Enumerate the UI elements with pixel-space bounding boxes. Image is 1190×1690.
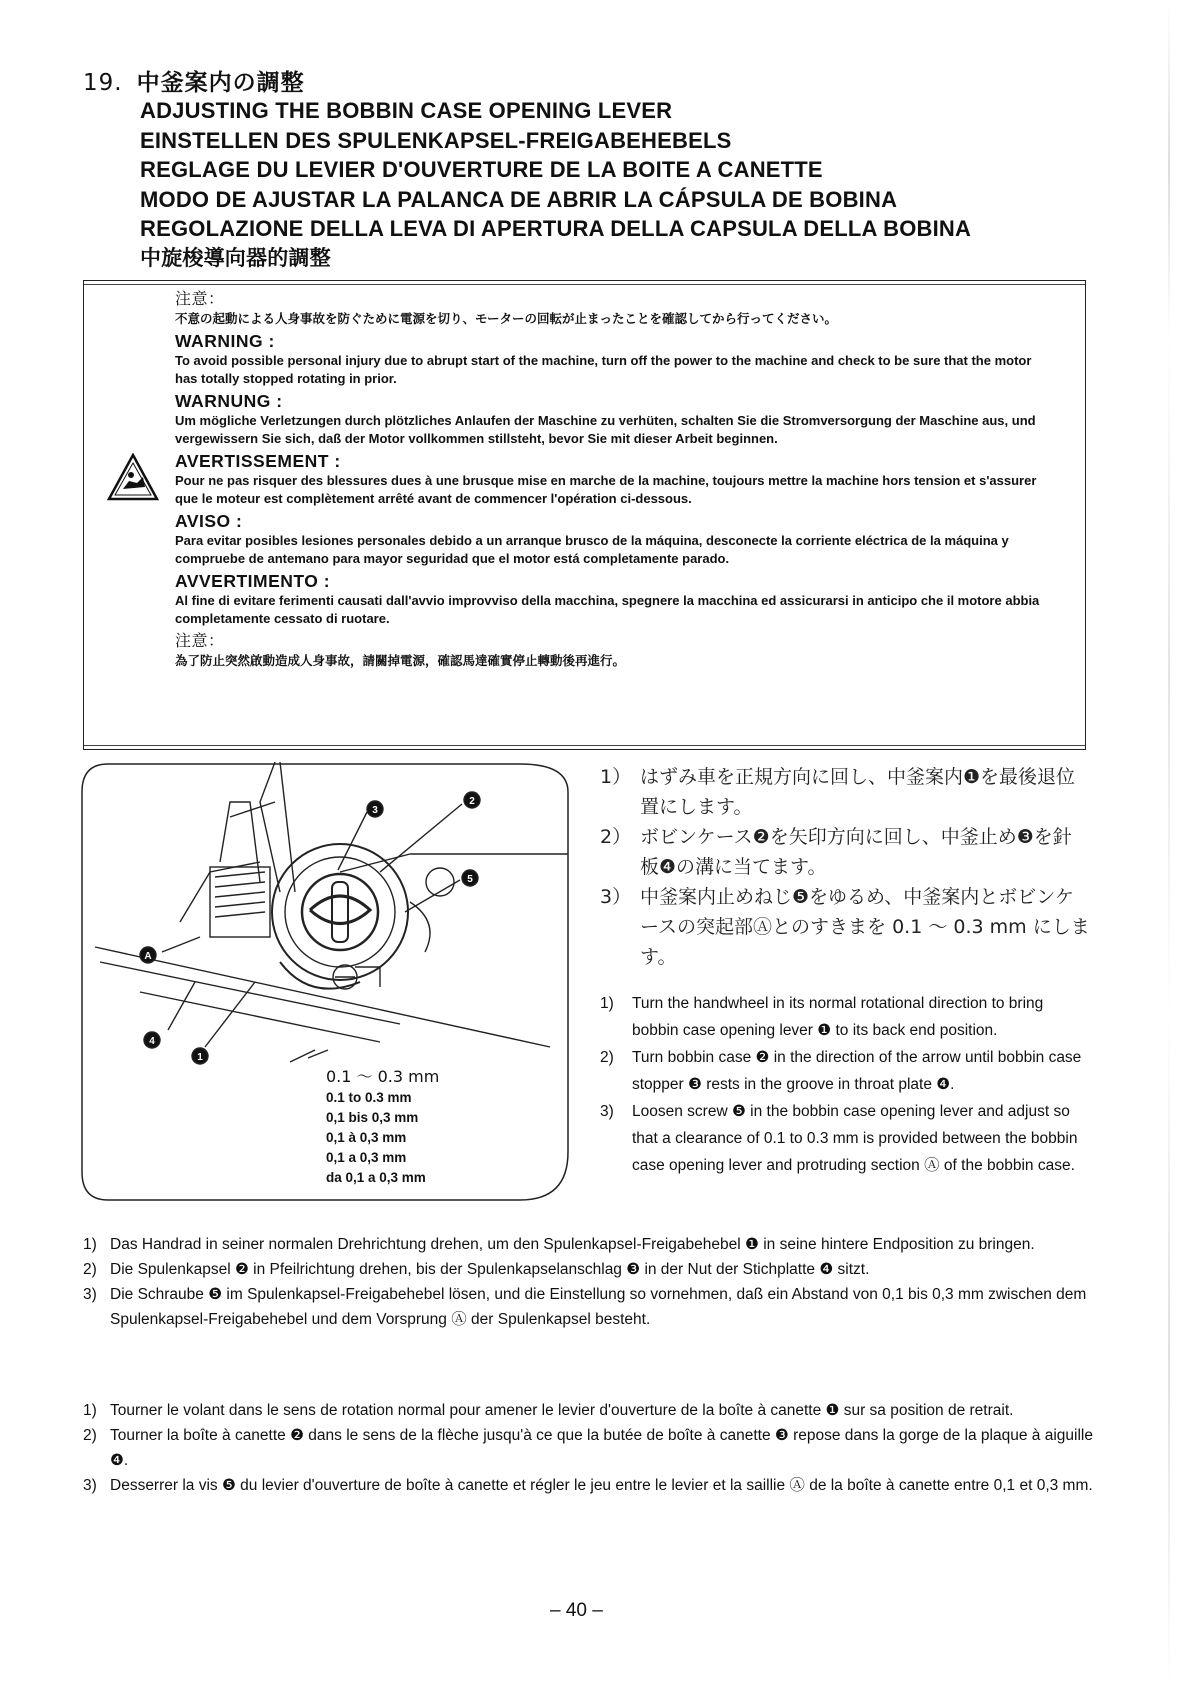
section-title-jp-text: 中釜案内の調整 xyxy=(136,70,305,96)
title-fr: REGLAGE DU LEVIER D'OUVERTURE DE LA BOITE A CANETTE xyxy=(140,157,823,182)
fr-step: 2) Tourner la boîte à canette ❷ dans le sens de la flèche jusqu'à ce que la butée de boîte à canette ❸ repose dans la gorge de la plaque à aiguille ❹. xyxy=(83,1427,1093,1469)
label-2-callout xyxy=(464,792,480,808)
clearance-es: 0,1 a 0,3 mm xyxy=(326,1150,407,1165)
section-number: 19. xyxy=(83,70,123,96)
label-1-callout xyxy=(192,1048,208,1064)
warning-it-text: Al fine di evitare ferimenti causati dall'avvio improvviso della macchina, spegnere la macchina ed assicurarsi in anticipo che il motore abbia completamente cessato di ruotare. xyxy=(175,593,1040,626)
en-step: 3) Loosen screw ❺ in the bobbin case opening lever and adjust so that a clearance of 0.1 to 0.3 mm is provided between the bobbin case opening lever and protruding section Ⓐ of the bobbin case. xyxy=(600,1103,1078,1174)
clearance-translations xyxy=(326,1088,426,1188)
fr-instructions xyxy=(83,1398,1093,1498)
warning-de-text: Um mögliche Verletzungen durch plötzliches Anlaufen der Maschine zu verhüten, schalten Sie die Stromversorgung der Maschine aus, und vergewissern Sie sich, daß der Motor vollkommen stillsteht, bevor Sie mit dieser Arbeit beginnen. xyxy=(175,413,1036,446)
svg-text:A: A xyxy=(144,951,152,962)
warning-triangle-icon xyxy=(107,453,159,501)
label-A-callout xyxy=(140,947,156,963)
page-number: – 40 – xyxy=(550,1600,603,1621)
fr-step: 3) Desserrer la vis ❺ du levier d'ouverture de boîte à canette et régler le jeu entre le levier et la saillie Ⓐ de la boîte à canette entre 0,1 et 0,3 mm. xyxy=(83,1477,1093,1494)
en-instructions xyxy=(600,990,1090,1179)
jp-instructions xyxy=(600,762,1090,972)
clearance-it: da 0,1 a 0,3 mm xyxy=(326,1170,426,1185)
de-step: 3) Die Schraube ❺ im Spulenkapsel-Freigabehebel lösen, und die Einstellung so vornehmen, daß ein Abstand von 0,1 bis 0,3 mm zwischen dem Spulenkapsel-Freigabehebel und dem Vorsprung Ⓐ der Spulenkapsel besteht. xyxy=(83,1286,1087,1328)
section-titles xyxy=(140,96,971,273)
fr-step: 1) Tourner le volant dans le sens de rotation normal pour amener le levier d'ouverture de la boîte à canette ❶ sur sa position de retrait. xyxy=(83,1402,1014,1419)
svg-text:5: 5 xyxy=(467,874,473,885)
section-title-jp xyxy=(83,64,305,97)
label-4-callout xyxy=(144,1032,160,1048)
en-step: 2) Turn bobbin case ❷ in the direction of the arrow until bobbin case stopper ❸ rests in the groove in throat plate ❹. xyxy=(600,1049,1082,1093)
warning-zh-text: 為了防止突然啟動造成人身事故，請關掉電源，確認馬達確實停止轉動後再進行。 xyxy=(175,653,626,668)
clearance-label: 0.1 ～ 0.3 mm xyxy=(326,1067,440,1086)
warning-jp-text: 不意の起動による人身事故を防ぐために電源を切り、モーターの回転が止まったことを確認してから行ってください。 xyxy=(175,311,838,326)
title-es: MODO DE AJUSTAR LA PALANCA DE ABRIR LA CÁPSULA DE BOBINA xyxy=(140,186,898,212)
bobbin-case-diagram xyxy=(80,762,570,1202)
svg-text:2: 2 xyxy=(469,796,475,807)
title-de: EINSTELLEN DES SPULENKAPSEL-FREIGABEHEBELS xyxy=(140,127,732,153)
warning-fr-text: Pour ne pas risquer des blessures dues à une brusque mise en marche de la machine, toujours mettre la machine hors tension et s'assurer que le moteur est complètement arrêté avant de commencer l'opération ci-dessous. xyxy=(175,473,1037,506)
warning-zh-title: 注意： xyxy=(175,631,225,650)
de-step: 1) Das Handrad in seiner normalen Drehrichtung drehen, um den Spulenkapsel-Freigabehebel ❶ in seine hintere Endposition zu bringen. xyxy=(83,1236,1035,1253)
jp-step: 1） はずみ車を正規方向に回し、中釜案内❶を最後退位置にします。 xyxy=(600,766,1076,818)
warning-es-text: Para evitar posibles lesiones personales debido a un arranque brusco de la máquina, desconecte la corriente eléctrica de la máquina y compruebe de antemano para mayor seguridad que el motor está completamente parado. xyxy=(175,533,1009,566)
warning-jp-title: 注意： xyxy=(175,289,225,308)
warning-de-title: WARNUNG : xyxy=(175,391,283,411)
clearance-fr: 0,1 à 0,3 mm xyxy=(326,1130,407,1145)
jp-step: 3） 中釜案内止めねじ❺をゆるめ、中釜案内とボビンケースの突起部Ⓐとのすきまを 0.1 ～ 0.3 mm にします。 xyxy=(600,886,1090,968)
en-step: 1) Turn the handwheel in its normal rotational direction to bring bobbin case opening lever ❶ to its back end position. xyxy=(600,995,1044,1039)
warning-en-title: WARNING : xyxy=(175,331,275,351)
svg-text:4: 4 xyxy=(149,1036,155,1047)
clearance-en: 0.1 to 0.3 mm xyxy=(326,1090,412,1105)
warning-it-title: AVVERTIMENTO : xyxy=(175,571,331,591)
svg-text:3: 3 xyxy=(372,805,378,816)
warning-fr-title: AVERTISSEMENT : xyxy=(175,451,341,471)
warning-es-title: AVISO : xyxy=(175,511,243,531)
warning-en-text: To avoid possible personal injury due to abrupt start of the machine, turn off the power to the machine and check to be sure that the motor has totally stopped rotating in prior. xyxy=(175,353,1032,386)
scan-edge xyxy=(1168,0,1170,1690)
title-zh: 中旋梭導向器的調整 xyxy=(140,245,331,270)
title-en: ADJUSTING THE BOBBIN CASE OPENING LEVER xyxy=(140,98,673,123)
title-it: REGOLAZIONE DELLA LEVA DI APERTURA DELLA CAPSULA DELLA BOBINA xyxy=(140,216,972,241)
jp-step: 2） ボビンケース❷を矢印方向に回し、中釜止め❸を針板❹の溝に当てます。 xyxy=(600,826,1072,878)
warning-text xyxy=(175,288,1045,672)
svg-text:1: 1 xyxy=(197,1052,203,1063)
label-3-callout xyxy=(367,801,383,817)
label-5-callout xyxy=(462,870,478,886)
clearance-de: 0,1 bis 0,3 mm xyxy=(326,1110,419,1125)
de-instructions xyxy=(83,1232,1093,1332)
de-step: 2) Die Spulenkapsel ❷ in Pfeilrichtung drehen, bis der Spulenkapselanschlag ❸ in der Nut der Stichplatte ❹ sitzt. xyxy=(83,1261,870,1278)
